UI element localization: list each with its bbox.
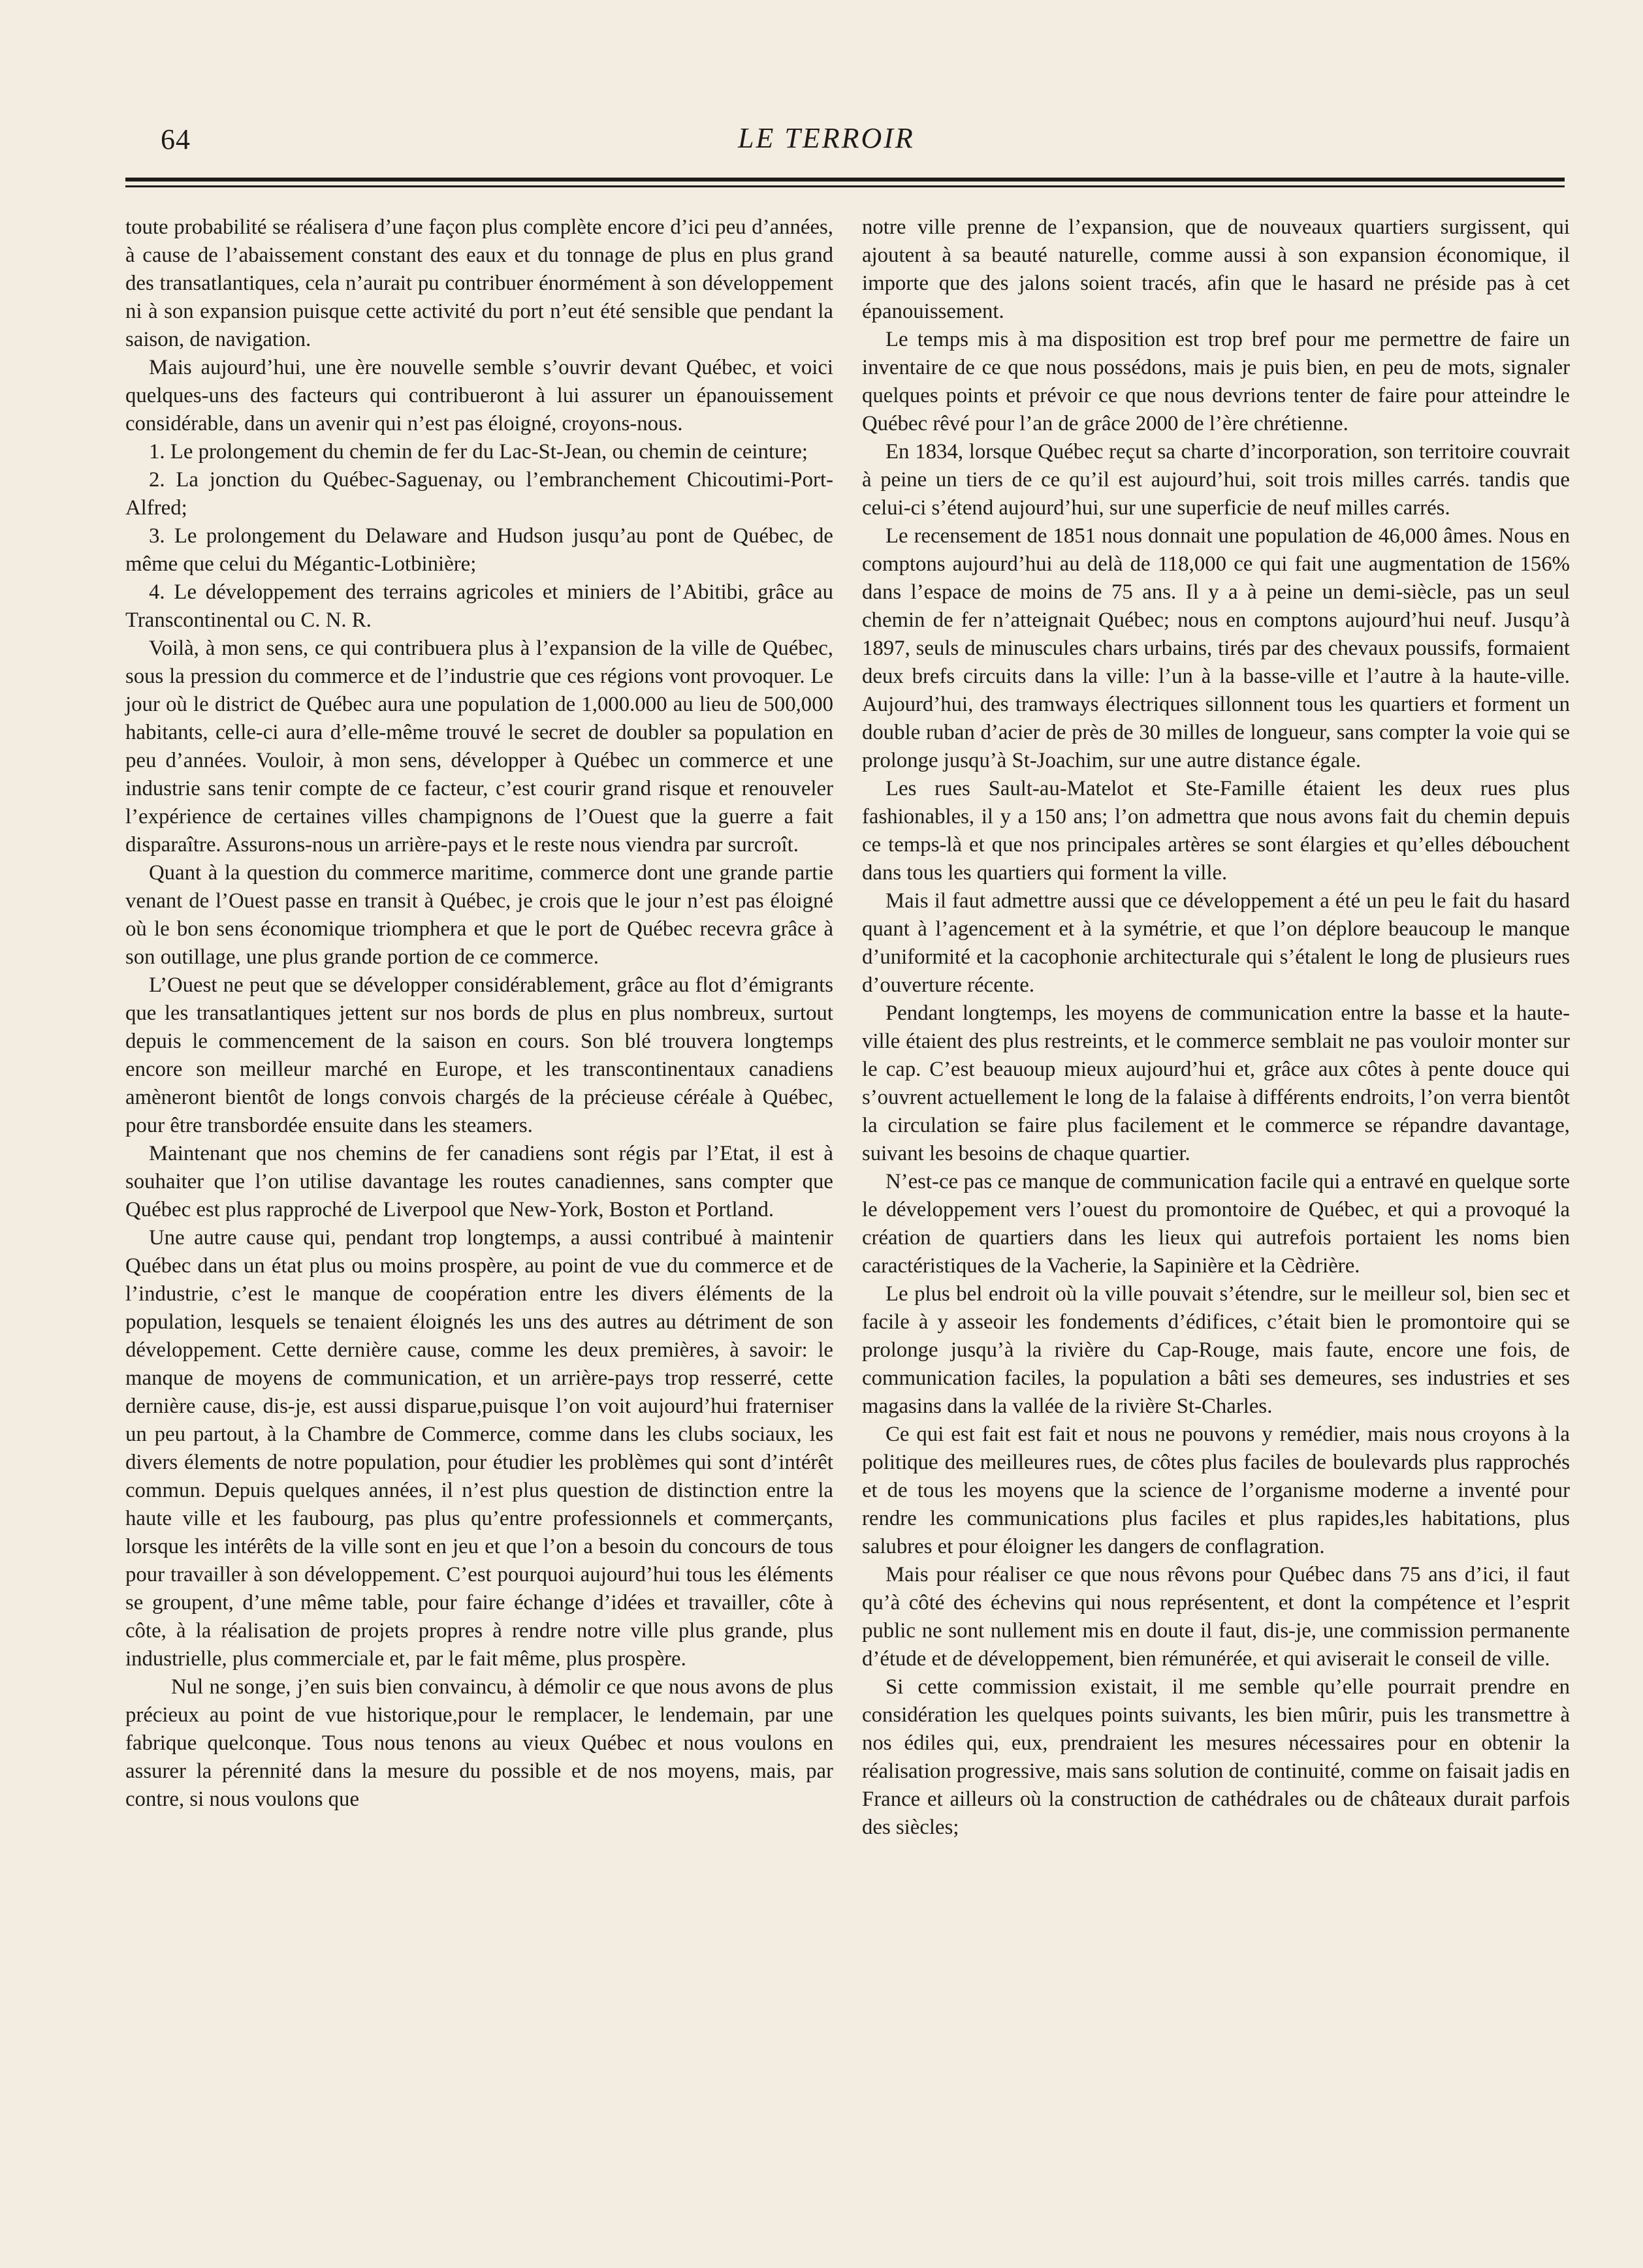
left-column: [125, 213, 833, 1814]
paragraph: Mais il faut admettre aussi que ce développement a été un peu le fait du hasard quant à l’agencement et à la symétrie, et que l’on déplore beaucoup le manque d’uniformité et la cacophonie architecturale qui s’étalent le long de plusieurs rues d’ouverture récente.: [862, 889, 1570, 997]
paragraph: Le recensement de 1851 nous donnait une population de 46,000 âmes. Nous en comptons aujourd’hui au delà de 118,000 ce qui fait une augmentation de 156% dans l’espace de moins de 75 ans. Il y a à peine un demi-siècle, pas un seul chemin de fer n’atteignait Québec; nous en comptons aujourd’hui neuf. Jusqu’à 1897, seuls de minuscules chars urbains, tirés par des chevaux poussifs, formaient deux brefs circuits dans la ville: l’un à la basse-ville et l’autre à la haute-ville. Aujourd’hui, des tramways électriques sillonnent tous les quartiers et forment un double ruban d’acier de près de 30 milles de longueur, sans compter la voie qui se prolonge jusqu’à St-Joachim, sur une autre distance égale.: [862, 524, 1570, 772]
header-rule-thick: [125, 178, 1565, 181]
paragraph: Ce qui est fait est fait et nous ne pouvons y remédier, mais nous croyons à la politique des meilleures rues, de côtes plus faciles de boulevards plus rapprochés et de tous les moyens que la science de l’organisme moderne a inventé pour rendre les communications plus faciles et plus rapides,les habitations, plus salubres et pour éloigner les dangers de conflagration.: [862, 1423, 1570, 1558]
list-item: 1. Le prolongement du chemin de fer du Lac-St-Jean, ou chemin de ceinture;: [149, 440, 808, 464]
running-title: LE TERROIR: [738, 122, 915, 154]
paragraph: N’est-ce pas ce manque de communication facile qui a entravé en quelque sorte le développement vers l’ouest du promontoire de Québec, et qui a provoqué la création de quartiers dans les lieux qui autrefois portaient les noms bien caractéristiques de la Vacherie, la Sapinière et la Cèdrière.: [862, 1170, 1570, 1278]
paragraph: Pendant longtemps, les moyens de communication entre la basse et la haute-ville étaient des plus restreints, et le commerce semblait ne pas vouloir monter sur le cap. C’est beauoup mieux aujourd’hui et, grâce aux côtes à pente douce qui s’ouvrent actuellement le long de la falaise à différents endroits, l’on verra bientôt la circulation se faire plus facilement et le commerce se répandre davantage, suivant les besoins de chaque quartier.: [862, 1001, 1570, 1165]
paragraph: Le temps mis à ma disposition est trop bref pour me permettre de faire un inventaire de ce que nous possédons, mais je puis bien, en peu de mots, signaler quelques points et prévoir ce que nous devrions tenter de faire pour atteindre le Québec rêvé pour l’an de grâce 2000 de l’ère chrétienne.: [862, 328, 1570, 435]
paragraph: Les rues Sault-au-Matelot et Ste-Famille étaient les deux rues plus fashionables, il y a 150 ans; l’on admettra que nous avons fait du chemin depuis ce temps-là et que nos principales artères se sont élargies et qu’elles débouchent dans tous les quartiers qui forment la ville.: [862, 777, 1570, 885]
list-item: 2. La jonction du Québec-Saguenay, ou l’embranchement Chicoutimi-Port-Alfred;: [125, 468, 833, 520]
header-rule-thin: [125, 185, 1565, 187]
paragraph: Quant à la question du commerce maritime, commerce dont une grande partie venant de l’Ouest passe en transit à Québec, je crois que le jour n’est pas éloigné où le bon sens économique triomphera et que le port de Québec recevra grâce à son outillage, une plus grande portion de ce commerce.: [125, 861, 833, 969]
paragraph: Si cette commission existait, il me semble qu’elle pourrait prendre en considération les quelques points suivants, les bien mûrir, puis les transmettre à nos édiles qui, eux, prendraient les mesures nécessaires pour en obtenir la réalisation progressive, mais sans solution de continuité, comme on faisait jadis en France et ailleurs où la construction de cathédrales ou de châteaux durait parfois des siècles;: [862, 1675, 1570, 1839]
right-column: [862, 213, 1570, 1842]
paragraph: Une autre cause qui, pendant trop longtemps, a aussi contribué à maintenir Québec dans un état plus ou moins prospère, au point de vue du commerce et de l’industrie, c’est le manque de coopération entre les divers éléments de la population, lesquels se tenaient éloignés les uns des autres au détriment de son développement. Cette dernière cause, comme les deux premières, à savoir: le manque de moyens de communication, et un arrière-pays trop resserré, cette dernière cause, dis-je, est aussi disparue,puisque l’on voit aujourd’hui fraterniser un peu partout, à la Chambre de Commerce, comme dans les clubs sociaux, les divers élements de notre population, pour étudier les problèmes qui sont d’intérêt commun. Depuis quelques années, il n’est plus question de distinction entre la haute ville et les faubourg, pas plus qu’entre professionnels et commerçants, lorsque les intérêts de la ville sont en jeu et que l’on a besoin du concours de tous pour travailler à son développement. C’est pourquoi aujourd’hui tous les éléments se groupent, d’une même table, pour faire échange d’idées et travailler, côte à côte, à la réalisation de projets propres à rendre notre ville plus grande, plus industrielle, plus commerciale et, par le fait même, plus prospère.: [125, 1226, 833, 1671]
paragraph: Voilà, à mon sens, ce qui contribuera plus à l’expansion de la ville de Québec, sous la pression du commerce et de l’industrie que ces régions vont provoquer. Le jour où le district de Québec aura une population de 1,000.000 au lieu de 500,000 habitants, celle-ci aura d’elle-même trouvé le secret de doubler sa population en peu d’années. Vouloir, à mon sens, développer à Québec un commerce et une industrie sans tenir compte de ce facteur, c’est courir grand risque et renouveler l’expérience de certaines villes champignons de l’Ouest que la guerre a fait disparaître. Assurons-nous un arrière-pays et le reste nous viendra par surcroît.: [125, 637, 833, 857]
paragraph: Mais pour réaliser ce que nous rêvons pour Québec dans 75 ans d’ici, il faut qu’à côté des échevins qui nous représentent, et dont la compétence et l’esprit public ne sont nullement mis en doute il faut, dis-je, une commission permanente d’étude et de développement, bien rémunérée, et qui aviserait le conseil de ville.: [862, 1563, 1570, 1671]
list-item: 4. Le développement des terrains agricoles et miniers de l’Abitibi, grâce au Transcontinental ou C. N. R.: [125, 580, 833, 632]
paragraph: Maintenant que nos chemins de fer canadiens sont régis par l’Etat, il est à souhaiter que l’on utilise davantage les routes canadiennes, sans compter que Québec est plus rapproché de Liverpool que New-York, Boston et Portland.: [125, 1142, 833, 1221]
paragraph: Mais aujourd’hui, une ère nouvelle semble s’ouvrir devant Québec, et voici quelques-uns des facteurs qui contribueront à lui assurer un épanouissement considérable, dans un avenir qui n’est pas éloigné, croyons-nous.: [125, 356, 833, 435]
list-item: 3. Le prolongement du Delaware and Hudson jusqu’au pont de Québec, de même que celui du Mégantic-Lotbinière;: [125, 524, 833, 576]
paragraph: Nul ne songe, j’en suis bien convaincu, à démolir ce que nous avons de plus précieux au point de vue historique,pour le remplacer, le lendemain, par une fabrique quelconque. Tous nous tenons au vieux Québec et nous voulons en assurer la pérennité dans la mesure du possible et de nos moyens, mais, par contre, si nous voulons que: [125, 1675, 833, 1811]
paragraph: notre ville prenne de l’expansion, que de nouveaux quartiers surgissent, qui ajoutent à sa beauté naturelle, comme aussi à son expansion économique, il importe que des jalons soient tracés, afin que le hasard ne préside pas à cet épanouissement.: [862, 215, 1570, 323]
page-number: 64: [161, 123, 191, 155]
paragraph: Le plus bel endroit où la ville pouvait s’étendre, sur le meilleur sol, bien sec et facile à y asseoir les fondements d’édifices, c’était bien le promontoire qui se prolonge jusqu’à la rivière du Cap-Rouge, mais faute, encore une fois, de communication faciles, la population a bâti ses demeures, ses industries et ses magasins dans la vallée de la rivière St-Charles.: [862, 1282, 1570, 1418]
paragraph: toute probabilité se réalisera d’une façon plus complète encore d’ici peu d’années, à cause de l’abaissement constant des eaux et du tonnage de plus en plus grand des transatlantiques, cela n’aurait pu contribuer énormément à son développement ni à son expansion puisque cette activité du port n’eut été sensible que pendant la saison, de navigation.: [125, 215, 833, 351]
paragraph: L’Ouest ne peut que se développer considérablement, grâce au flot d’émigrants que les transatlantiques jettent sur nos bords de plus en plus nombreux, surtout depuis le commencement de la saison en cours. Son blé trouvera longtemps encore son meilleur marché en Europe, et les transcontinentaux canadiens amèneront bientôt de longs convois chargés de la précieuse céréale à Québec, pour être transbordée ensuite dans les steamers.: [125, 973, 833, 1137]
paragraph: En 1834, lorsque Québec reçut sa charte d’incorporation, son territoire couvrait à peine un tiers de ce qu’il est aujourd’hui, soit trois milles carrés. tandis que celui-ci s’étend aujourd’hui, sur une superficie de neuf milles carrés.: [862, 440, 1570, 520]
